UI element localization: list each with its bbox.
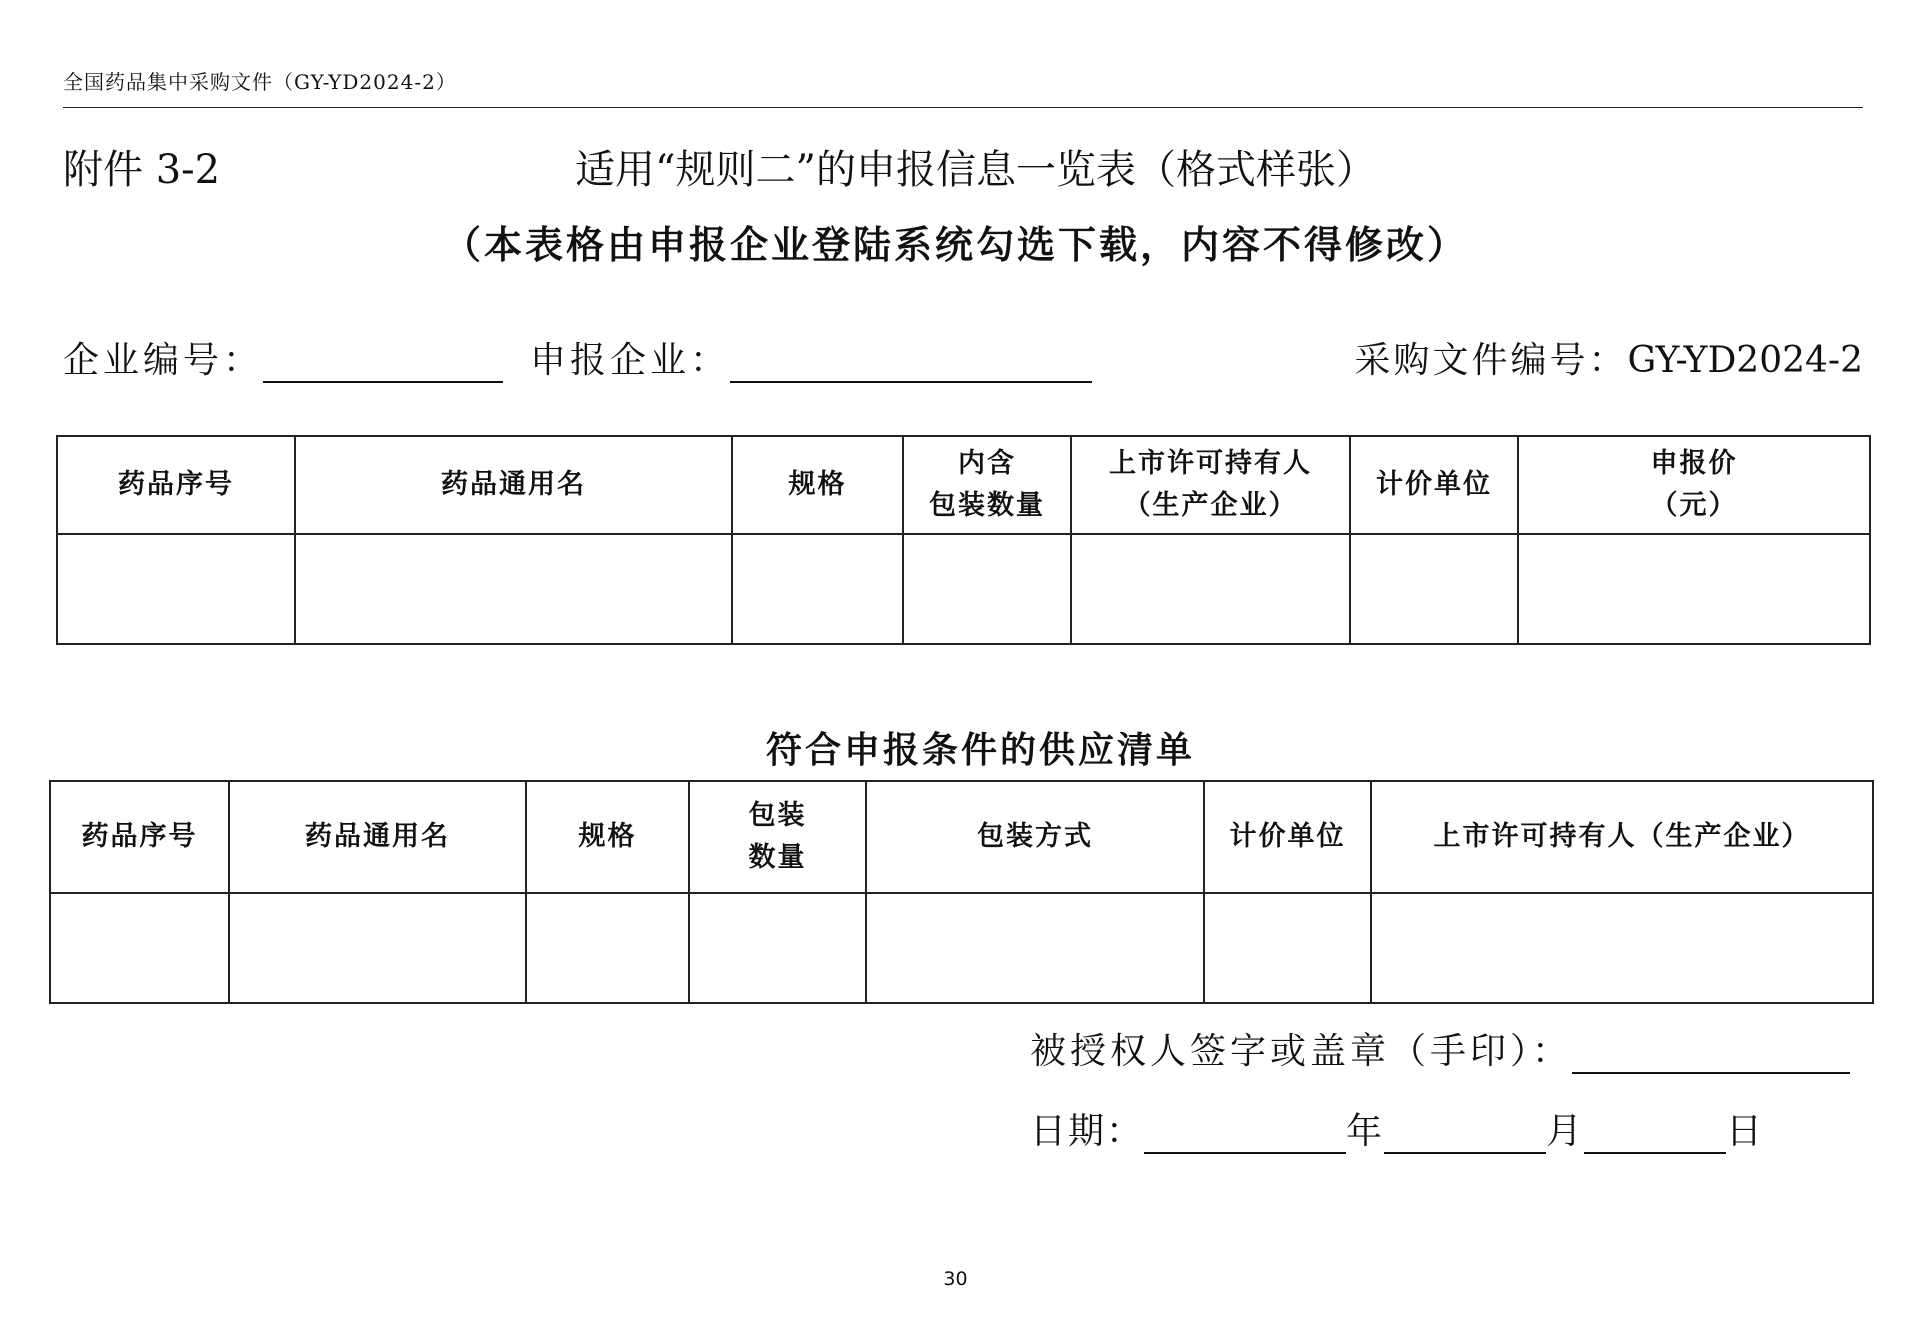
doc-no-value: GY-YD2024-2 [1627,340,1863,381]
year-blank[interactable] [1144,1114,1346,1154]
col-generic-name: 药品通用名 [295,436,732,534]
header-rule [63,107,1863,108]
table-cell[interactable] [732,534,903,644]
company-no-blank[interactable] [263,343,503,383]
doc-no-field [1355,332,1863,383]
declaration-table [56,435,1871,645]
company-no-label: 企业编号： [63,340,264,381]
table-cell[interactable] [1518,534,1870,644]
table-cell[interactable] [526,893,689,1003]
applicant-label: 申报企业： [530,340,731,381]
applicant-blank[interactable] [730,343,1092,383]
table-cell[interactable] [229,893,526,1003]
supply-list-table [49,780,1874,1004]
table-row [57,534,1870,644]
col-drug-no: 药品序号 [57,436,295,534]
attachment-label: 附件 3-2 [63,147,221,193]
col-spec: 规格 [732,436,903,534]
table-cell[interactable] [866,893,1204,1003]
running-header: 全国药品集中采购文件（GY-YD2024-2） [63,70,457,94]
month-label: 月 [1546,1111,1585,1152]
table-cell[interactable] [57,534,295,644]
table-cell[interactable] [689,893,866,1003]
signature-field [1030,1023,1850,1074]
table-cell[interactable] [50,893,229,1003]
col-drug-no: 药品序号 [50,781,229,893]
year-label: 年 [1346,1111,1385,1152]
document-title: 适用“规则二”的申报信息一览表（格式样张） [575,147,1376,193]
signature-blank[interactable] [1572,1034,1850,1074]
col-pack-qty: 包装 数量 [689,781,866,893]
table-row [50,893,1873,1003]
col-generic-name: 药品通用名 [229,781,526,893]
date-field [1030,1103,1764,1154]
table-cell[interactable] [295,534,732,644]
col-mah: 上市许可持有人（生产企业） [1371,781,1873,893]
date-label: 日期： [1030,1111,1145,1152]
col-pack-method: 包装方式 [866,781,1204,893]
document-subtitle: （本表格由申报企业登陆系统勾选下载，内容不得修改） [442,222,1468,267]
col-unit: 计价单位 [1350,436,1518,534]
day-blank[interactable] [1584,1114,1726,1154]
col-mah: 上市许可持有人 （生产企业） [1071,436,1350,534]
col-unit: 计价单位 [1204,781,1371,893]
company-no-field [63,332,503,383]
month-blank[interactable] [1384,1114,1546,1154]
table-cell[interactable] [1204,893,1371,1003]
table-cell[interactable] [1071,534,1350,644]
col-price: 申报价 （元） [1518,436,1870,534]
col-pack-qty: 内含 包装数量 [903,436,1071,534]
table-header-row [57,436,1870,534]
day-label: 日 [1726,1111,1765,1152]
signature-label: 被授权人签字或盖章（手印）： [1030,1031,1573,1072]
doc-no-label: 采购文件编号： [1354,340,1628,381]
table-cell[interactable] [1371,893,1873,1003]
table-cell[interactable] [1350,534,1518,644]
col-spec: 规格 [526,781,689,893]
table-cell[interactable] [903,534,1071,644]
page-number: 30 [943,1268,968,1290]
applicant-field [530,332,1092,383]
supply-list-title: 符合申报条件的供应清单 [765,729,1195,771]
table-header-row [50,781,1873,893]
